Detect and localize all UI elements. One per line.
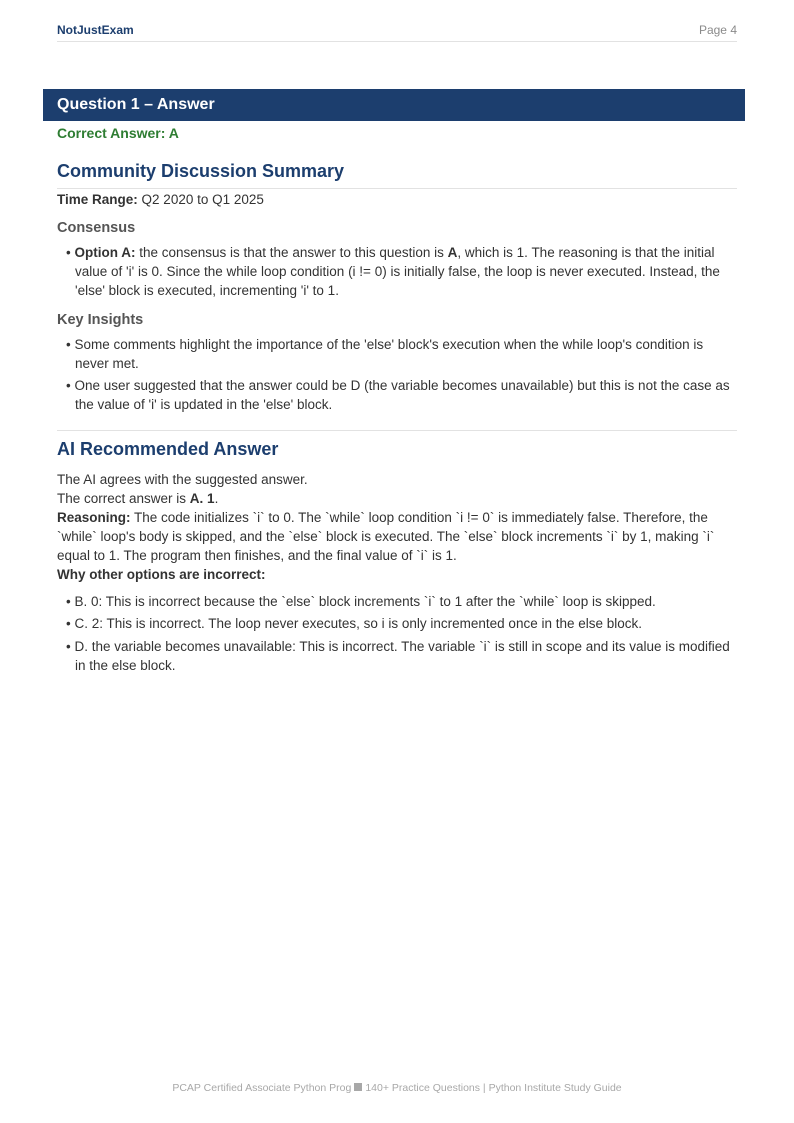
reasoning-line: `while` loop's body is skipped, and the `else` block is executed. The `else` block increments `i` by 1, making `i` [57, 529, 715, 544]
option-item: • C. 2: This is incorrect. The loop never executes, so i is only incremented once in the else block. [66, 616, 643, 631]
insight-item: • One user suggested that the answer could be D (the variable becomes unavailable) but this is not the case as the value of 'i' is updated in the 'else' block. [66, 378, 730, 412]
reasoning-label: Reasoning: [57, 510, 131, 525]
correct-bold: A. 1 [189, 491, 215, 506]
reasoning-text: The code initializes `i` to 0. The `while` loop condition `i != 0` is immediately false. Therefore, the [130, 510, 708, 525]
ai-correct-answer [57, 489, 218, 508]
option-text: B. 0: This is incorrect because the `else` block increments `i` to 1 after the `while` loop is skipped. [74, 594, 656, 609]
square-separator-icon [354, 1083, 362, 1091]
consensus-text-1: the consensus is that the answer to this question is [135, 245, 448, 260]
page-number: Page 4 [698, 23, 737, 37]
question-title: Question 1 – Answer [57, 96, 215, 113]
consensus-text-2: , which is 1. The reasoning is that the initial value of 'i' is 0. Since the while loop condition (i != 0) is initially false, the loop is never executed. Instead, the 'else' block is executed, incrementing 'i' to 1. [75, 245, 720, 298]
community-heading: Community Discussion Summary [57, 161, 345, 181]
page-footer [0, 1082, 794, 1094]
insight-item: • Some comments highlight the importance of the 'else' block's execution when the while loop's condition is never met. [66, 337, 704, 371]
correct-answer: Correct Answer: A [57, 125, 179, 141]
brand-name: NotJustExam [57, 23, 134, 37]
option-text: C. 2: This is incorrect. The loop never executes, so i is only incremented once in the else block. [74, 616, 643, 631]
why-label: Why other options are incorrect: [57, 567, 266, 582]
section-divider [57, 430, 737, 431]
consensus-label: Option A: [74, 245, 136, 260]
consensus-answer: A [447, 245, 458, 260]
insights-heading: Key Insights [57, 312, 144, 328]
time-range-label: Time Range: [57, 192, 138, 207]
ai-agree: The AI agrees with the suggested answer. [57, 472, 308, 487]
why-heading [57, 565, 266, 584]
option-item: • B. 0: This is incorrect because the `else` block increments `i` to 1 after the `while` loop is skipped. [66, 594, 656, 609]
insight-text: One user suggested that the answer could be D (the variable becomes unavailable) but this is not the case as the value of 'i' is updated in the 'else' block. [74, 378, 730, 412]
reasoning-line: equal to 1. The program then finishes, and the final value of `i` is 1. [57, 548, 457, 563]
footer-left: PCAP Certified Associate Python Prog [172, 1082, 352, 1094]
time-range [57, 190, 264, 209]
footer-right: 140+ Practice Questions | Python Institute Study Guide [365, 1082, 622, 1094]
correct-prefix: The correct answer is [57, 491, 190, 506]
community-divider [57, 188, 737, 189]
correct-suffix: . [214, 491, 219, 506]
consensus-item: • Option A: the consensus is that the answer to this question is A, which is 1. The reasoning is that the initial value of 'i' is 0. Since the while loop condition (i != 0) is initially false, the loop is never executed. Instead, the 'else' block is executed, incrementing 'i' to 1. [66, 245, 720, 298]
ai-heading: AI Recommended Answer [57, 439, 279, 459]
option-item: • D. the variable becomes unavailable: This is incorrect. The variable `i` is still in scope and its value is modified in the else block. [66, 639, 730, 673]
option-text: D. the variable becomes unavailable: This is incorrect. The variable `i` is still in scope and its value is modified in the else block. [74, 639, 730, 673]
question-banner [43, 89, 745, 121]
consensus-heading: Consensus [57, 220, 136, 236]
time-range-value: Q2 2020 to Q1 2025 [141, 192, 264, 207]
insight-text: Some comments highlight the importance of the 'else' block's execution when the while loop's condition is never met. [74, 337, 704, 371]
page-header [57, 22, 737, 42]
reasoning-line [57, 508, 708, 527]
